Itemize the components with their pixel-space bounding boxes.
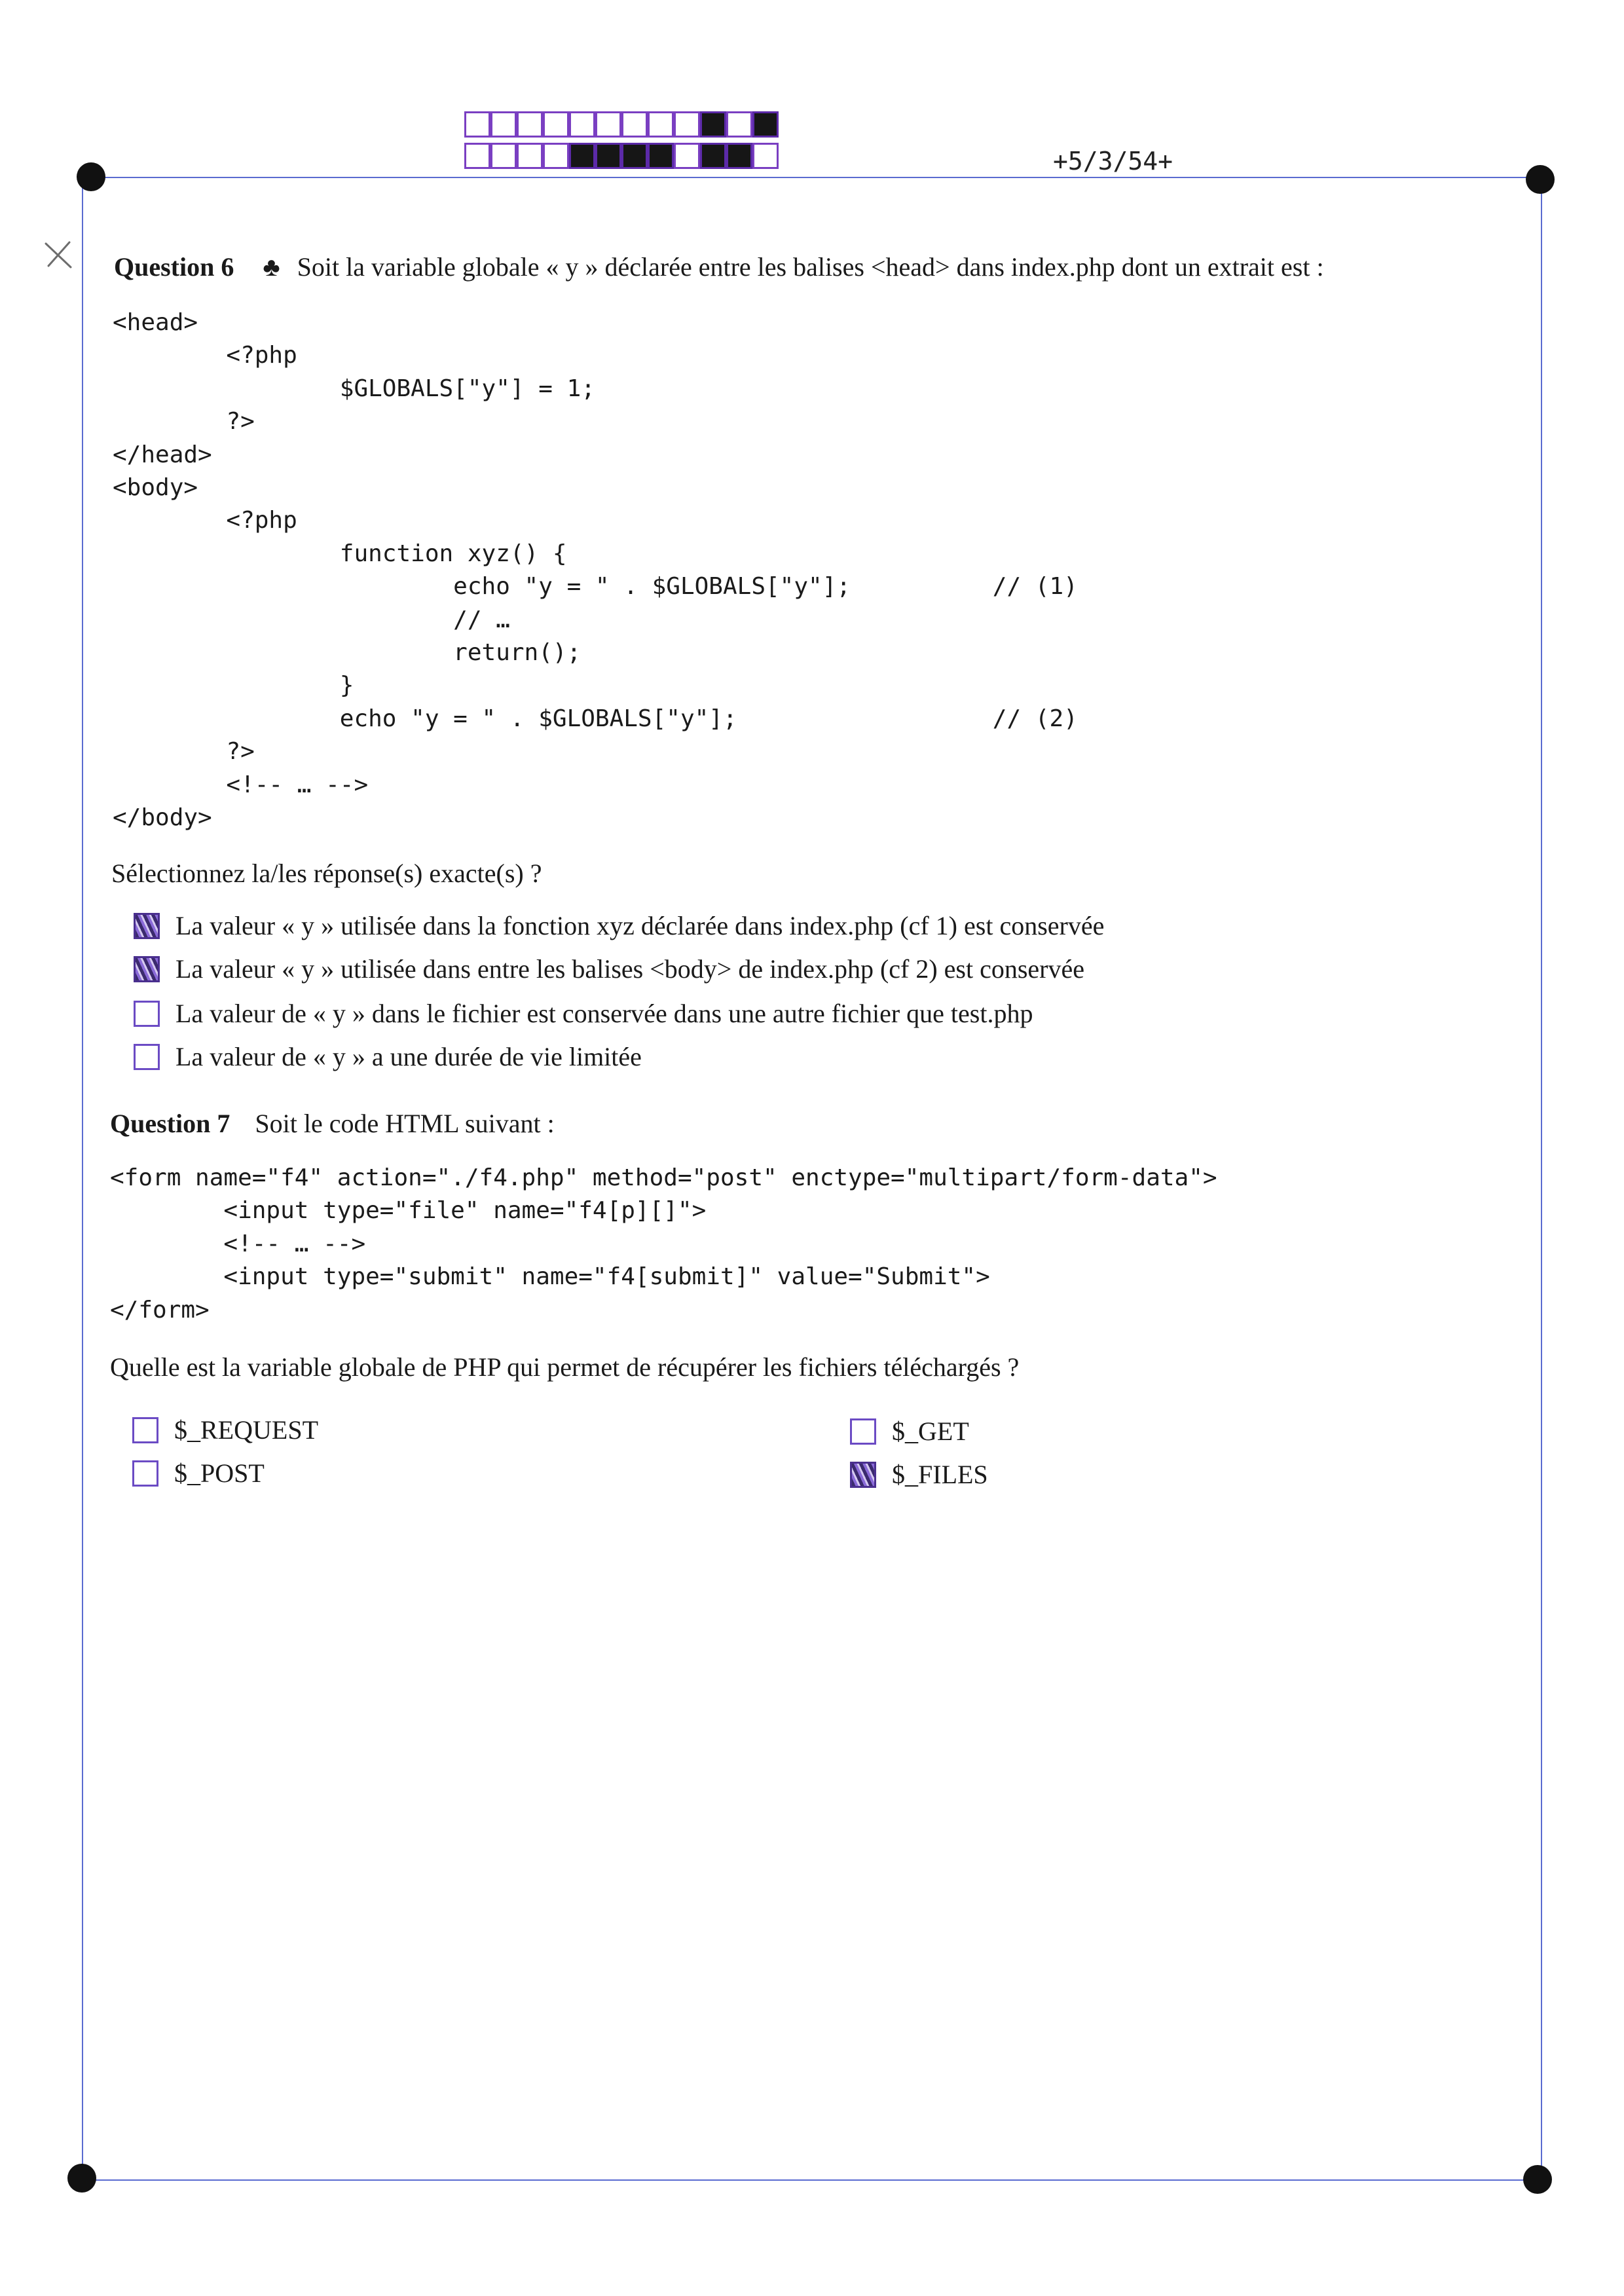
barcode-cell: [595, 143, 621, 169]
question-7-code: <form name="f4" action="./f4.php" method="post" enctype="multipart/form-data"> <input type="file" name="f4[p][]"> <!-- … --> <input type="submit" name="f4[submit]" value="Submit"> </form>: [110, 1164, 1217, 1324]
q7-option-get-checkbox[interactable]: [850, 1418, 876, 1445]
barcode-cell: [543, 143, 569, 169]
corner-mark-top-right: [1526, 165, 1555, 194]
page-id: +5/3/54+: [1053, 147, 1173, 176]
barcode-cell: [621, 111, 648, 138]
q6-option-1-label: La valeur « y » utilisée dans la fonction xyz déclarée dans index.php (cf 1) est conservée: [175, 911, 1105, 940]
q7-option-files-label: $_FILES: [892, 1460, 988, 1489]
q7-option-files-checkbox[interactable]: [850, 1462, 876, 1488]
q6-option-2-label: La valeur « y » utilisée dans entre les balises <body> de index.php (cf 2) est conservée: [175, 954, 1085, 984]
barcode-row: [464, 111, 779, 138]
question-7-header: [110, 1108, 555, 1139]
barcode-cell: [569, 111, 595, 138]
barcode-cell: [674, 143, 700, 169]
barcode-cell: [752, 111, 779, 138]
barcode-cell: [517, 143, 543, 169]
q7-option-get-label: $_GET: [892, 1416, 969, 1446]
barcode-cell: [621, 143, 648, 169]
q7-option-request[interactable]: [132, 1415, 318, 1445]
q7-option-request-label: $_REQUEST: [174, 1415, 318, 1445]
corner-mark-bottom-left: [67, 2164, 96, 2193]
question-6-code: <head> <?php $GLOBALS["y"] = 1; ?> </head> <body> <?php function xyz() { echo "y = " . $GLOBALS["y"]; // (1) // … return(); } echo "y = " . $GLOBALS["y"]; // (2) ?> <!-- … --> </body>: [113, 309, 1078, 832]
q6-option-1-checkbox[interactable]: [134, 913, 160, 939]
question-6-header: [114, 251, 1324, 282]
q7-option-get[interactable]: [850, 1416, 969, 1447]
cross-mark-icon: [43, 240, 73, 270]
q7-option-files[interactable]: [850, 1459, 988, 1490]
club-icon: ♣: [263, 252, 280, 282]
page-barcode: [464, 111, 779, 174]
barcode-cell: [464, 143, 490, 169]
barcode-cell: [595, 111, 621, 138]
question-6-text: Soit la variable globale « y » déclarée entre les balises <head> dans index.php dont un extrait est :: [297, 252, 1324, 282]
barcode-row: [464, 143, 779, 169]
q6-option-2-checkbox[interactable]: [134, 956, 160, 982]
barcode-cell: [543, 111, 569, 138]
q6-option-2[interactable]: [134, 954, 1084, 984]
barcode-cell: [726, 111, 752, 138]
question-6-prompt: Sélectionnez la/les réponse(s) exacte(s) ?: [111, 859, 542, 888]
q6-option-3[interactable]: [134, 998, 1033, 1029]
question-7-prompt: Quelle est la variable globale de PHP qui permet de récupérer les fichiers téléchargés ?: [110, 1352, 1020, 1382]
q6-option-4-label: La valeur de « y » a une durée de vie limitée: [175, 1042, 642, 1071]
q6-option-1[interactable]: [134, 910, 1104, 941]
barcode-cell: [648, 143, 674, 169]
corner-mark-bottom-right: [1523, 2165, 1552, 2194]
q7-option-post-checkbox[interactable]: [132, 1460, 158, 1487]
q7-option-post-label: $_POST: [174, 1458, 265, 1488]
corner-mark-top-left: [77, 162, 105, 191]
question-7-label: Question 7: [110, 1109, 231, 1138]
q6-option-3-checkbox[interactable]: [134, 1001, 160, 1027]
barcode-cell: [490, 111, 517, 138]
question-7-text: Soit le code HTML suivant :: [255, 1109, 555, 1138]
barcode-cell: [464, 111, 490, 138]
barcode-cell: [490, 143, 517, 169]
question-6-label: Question 6: [114, 252, 234, 282]
barcode-cell: [700, 111, 726, 138]
barcode-cell: [726, 143, 752, 169]
q6-option-4-checkbox[interactable]: [134, 1044, 160, 1070]
q6-option-4[interactable]: [134, 1041, 642, 1072]
barcode-cell: [674, 111, 700, 138]
q7-option-post[interactable]: [132, 1458, 265, 1489]
barcode-cell: [569, 143, 595, 169]
barcode-cell: [517, 111, 543, 138]
barcode-cell: [700, 143, 726, 169]
barcode-cell: [648, 111, 674, 138]
barcode-cell: [752, 143, 779, 169]
q7-option-request-checkbox[interactable]: [132, 1417, 158, 1443]
q6-option-3-label: La valeur de « y » dans le fichier est conservée dans une autre fichier que test.php: [175, 999, 1033, 1028]
